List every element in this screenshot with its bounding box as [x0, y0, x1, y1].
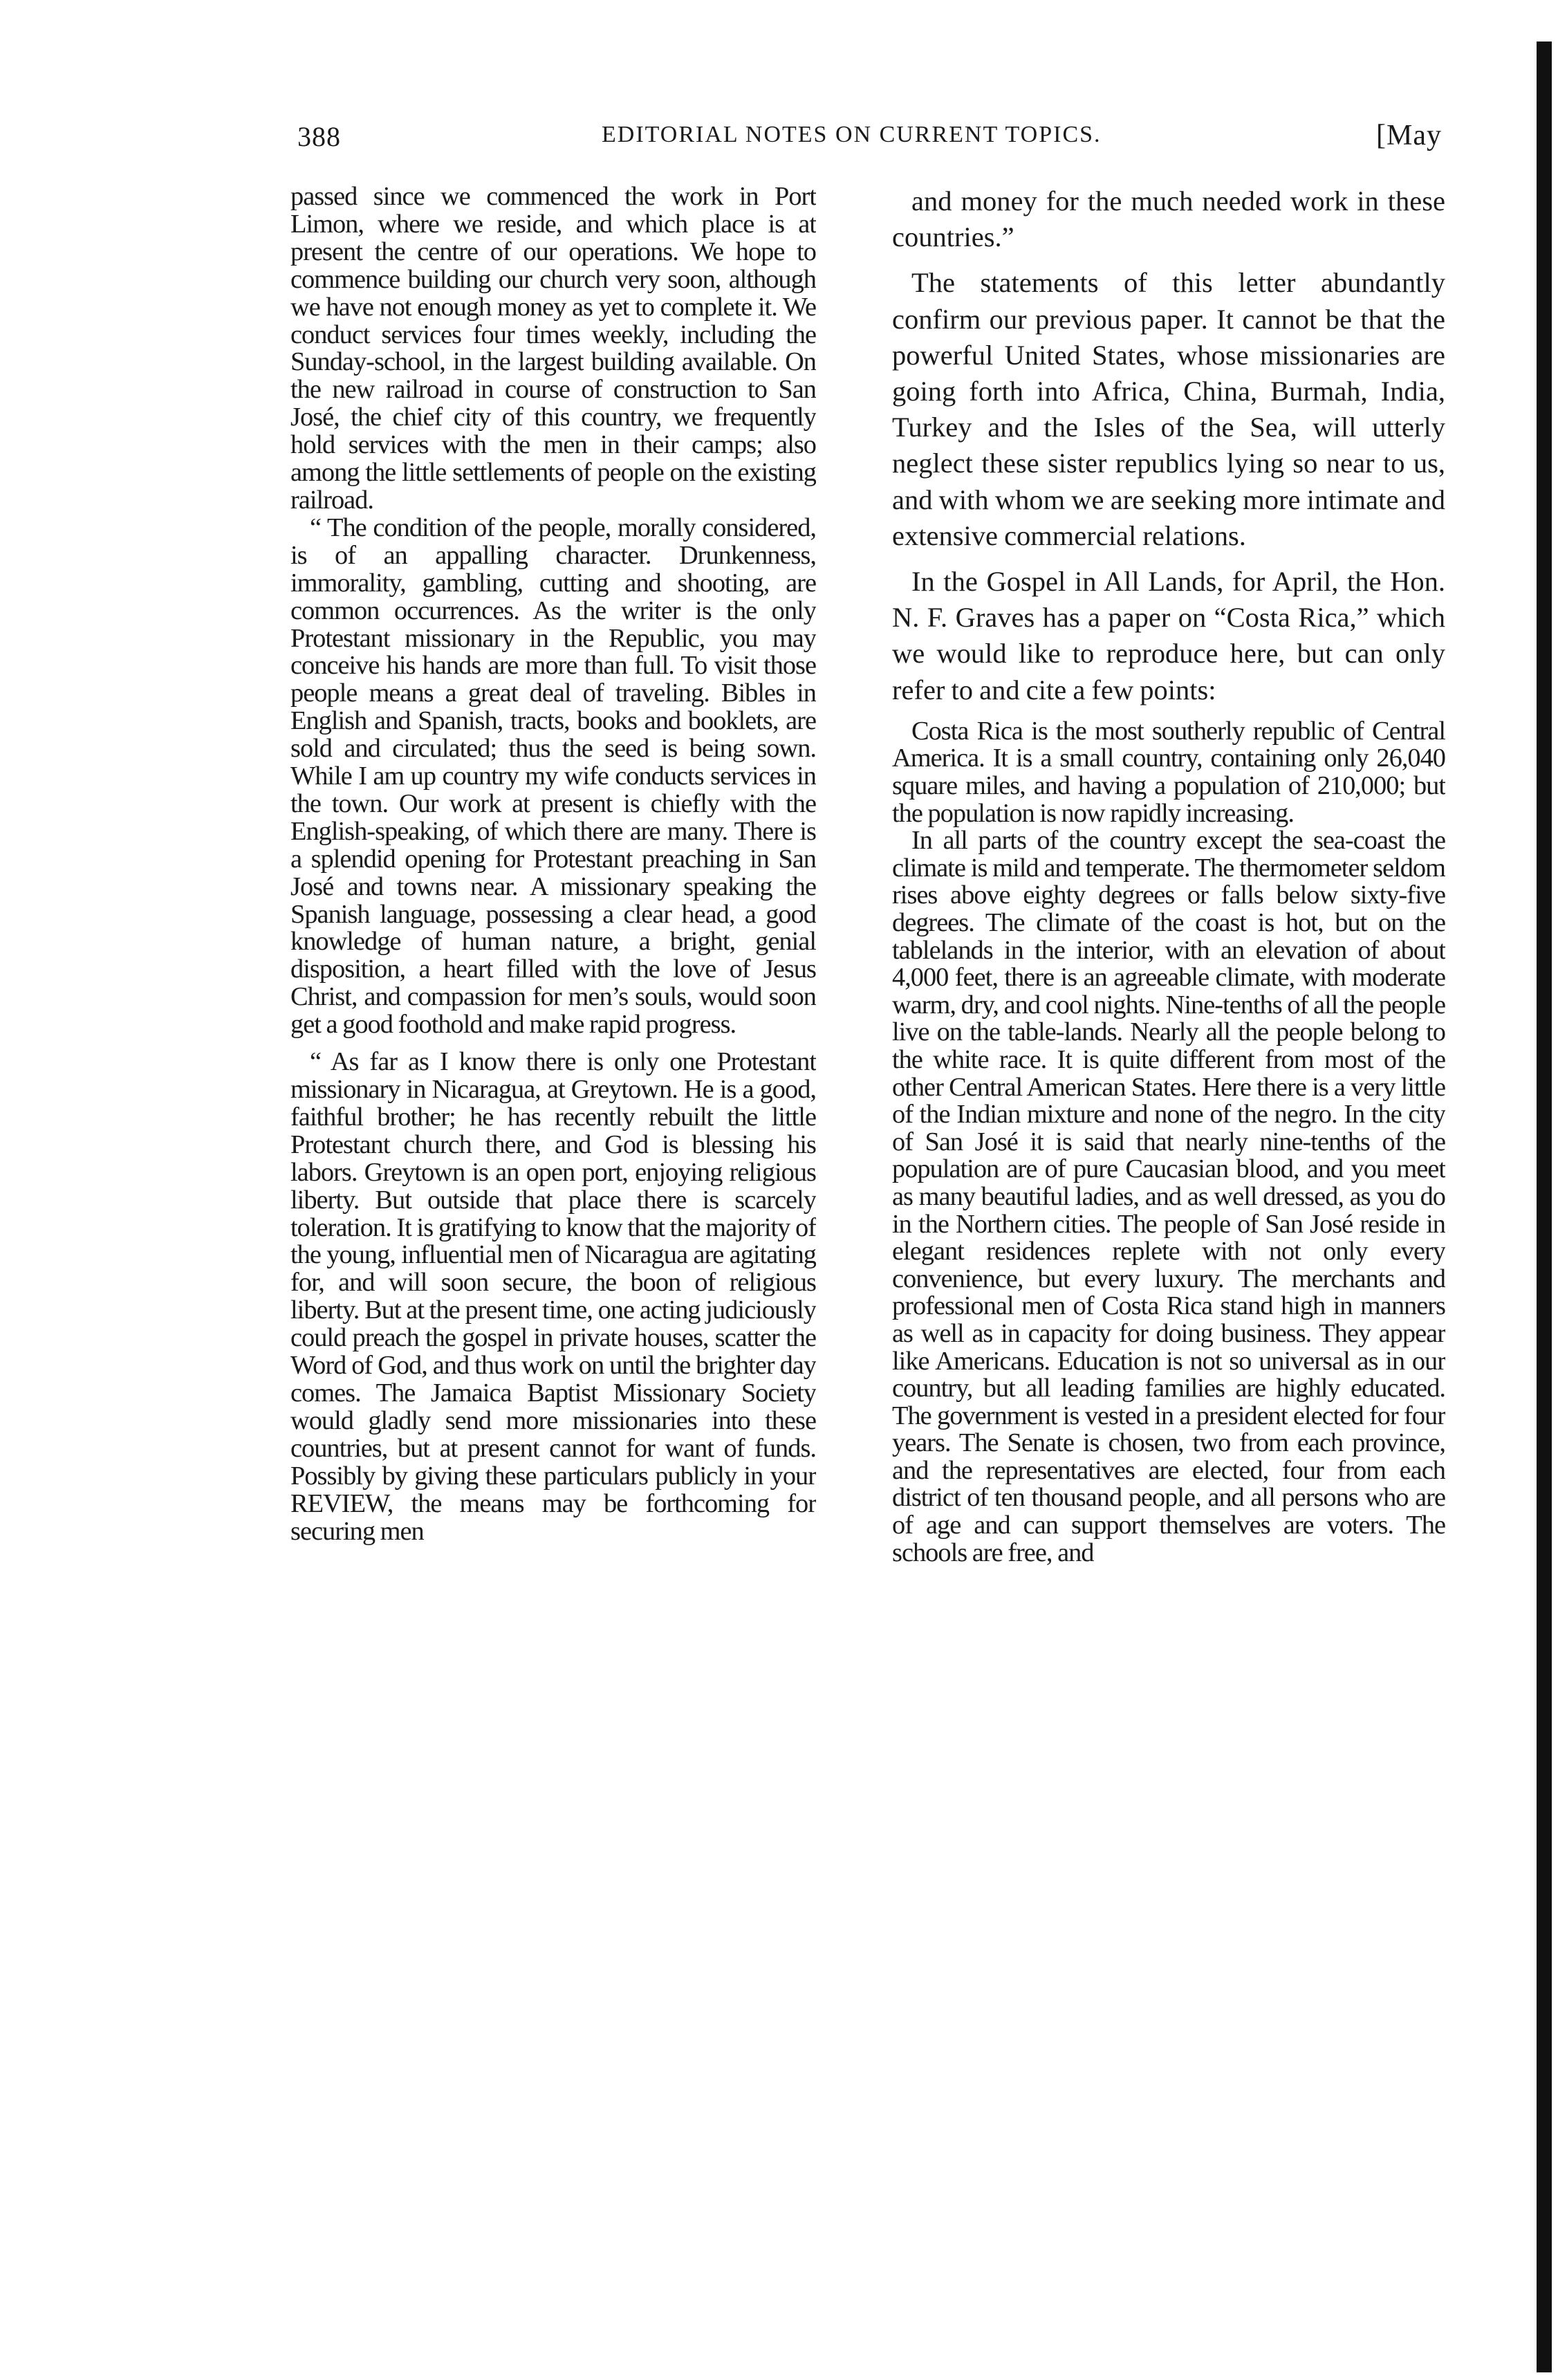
scan-margin — [0, 0, 104, 2380]
paragraph: The statements of this letter abundantly confirm our previous paper. It cannot be that the powerful United States, whose missionaries are going forth into Africa, China, Burmah, India, Turkey and the Isles of the Sea, will utterly neglect these sister republics lying so near to us, and with whom we are seeking more intimate and extensive commercial relations. — [892, 267, 1445, 551]
paragraph: “ The condition of the people, morally considered, is of an appalling character. Drunkenness, immorality, gambling, cutting and shooting, are common occurrences. As the writer is the only Protestant missionary in the Republic, you may conceive his hands are more than full. To visit those people means a great deal of traveling. Bibles in English and Spanish, tracts, books and booklets, are sold and circulated; thus the seed is being sown. While I am up country my wife conducts services in the town. Our work at present is chiefly with the English-speaking, of which there are many. There is a splendid opening for Protestant preaching in San José and towns near. A missionary speaking the Spanish language, possessing a clear head, a good knowledge of human nature, a bright, genial disposition, a heart filled with the love of Jesus Christ, and compassion for men’s souls, would soon get a good foothold and make rapid progress. — [290, 513, 816, 1040]
paragraph: In the Gospel in All Lands, for April, the Hon. N. F. Graves has a paper on “Costa Rica,” which we would like to reproduce here, but can only refer to and cite a few points: — [892, 566, 1445, 705]
scan-edge-bar — [1537, 41, 1552, 2372]
right-column — [892, 183, 1445, 2355]
paragraph: and money for the much needed work in these countries.” — [892, 185, 1445, 253]
left-column — [290, 183, 816, 2355]
running-header — [297, 116, 1442, 158]
running-title: EDITORIAL NOTES ON CURRENT TOPICS. — [602, 122, 1102, 147]
running-month: [May — [1376, 120, 1442, 151]
quoted-paragraph: Costa Rica is the most southerly republic of Central America. It is a small country, containing only 26,040 square miles, and having a population of 210,000; but the population is now rapidly increasing. — [892, 716, 1445, 828]
paragraph: “ As far as I know there is only one Protestant missionary in Nicaragua, at Greytown. He is a good, faithful brother; he has recently rebuilt the little Protestant church there, and God is blessing his labors. Greytown is an open port, enjoying religious liberty. But outside that place there is scarcely toleration. It is gratifying to know that the majority of the young, influential men of Nicaragua are agitating for, and will soon secure, the boon of religious liberty. But at the present time, one acting judiciously could preach the gospel in private houses, scatter the Word of God, and thus work on until the brighter day comes. The Jamaica Baptist Missionary Society would gladly send more missionaries into these countries, but at present cannot for want of funds. Possibly by giving these particulars publicly in your REVIEW, the means may be forthcoming for securing men — [290, 1047, 816, 1546]
quoted-paragraph: In all parts of the country except the sea-coast the climate is mild and temperate. The thermometer seldom rises above eighty degrees or falls below sixty-five degrees. The climate of the coast is hot, but on the tablelands in the interior, with an elevation of about 4,000 feet, there is an agreeable climate, with moderate warm, dry, and cool nights. Nine-tenths of all the people live on the table-lands. Nearly all the people belong to the white race. It is quite different from most of the other Central American States. Here there is a very little of the Indian mixture and none of the negro. In the city of San José it is said that nearly nine-tenths of the population are of pure Caucasian blood, and you meet as many beautiful ladies, and as well dressed, as you do in the Northern cities. The people of San José reside in elegant residences replete with not only every convenience, but every luxury. The merchants and professional men of Costa Rica stand high in manners as well as in capacity for doing business. They appear like Americans. Education is not so universal as in our country, but all leading families are highly educated. The government is vested in a president elected for four years. The Senate is chosen, two from each province, and the representatives are elected, four from each district of ten thousand people, and all persons who are of age and can support themselves are voters. The schools are free, and — [892, 826, 1445, 1567]
page-number: 388 — [297, 121, 341, 152]
paragraph: passed since we commenced the work in Port Limon, where we reside, and which place is at present the centre of our operations. We hope to commence building our church very soon, although we have not enough money as yet to complete it. We conduct services four times weekly, including the Sunday-school, in the largest building available. On the new railroad in course of construction to San José, the chief city of this country, we frequently hold services with the men in their camps; also among the little settlements of people on the existing railroad. — [290, 183, 816, 515]
